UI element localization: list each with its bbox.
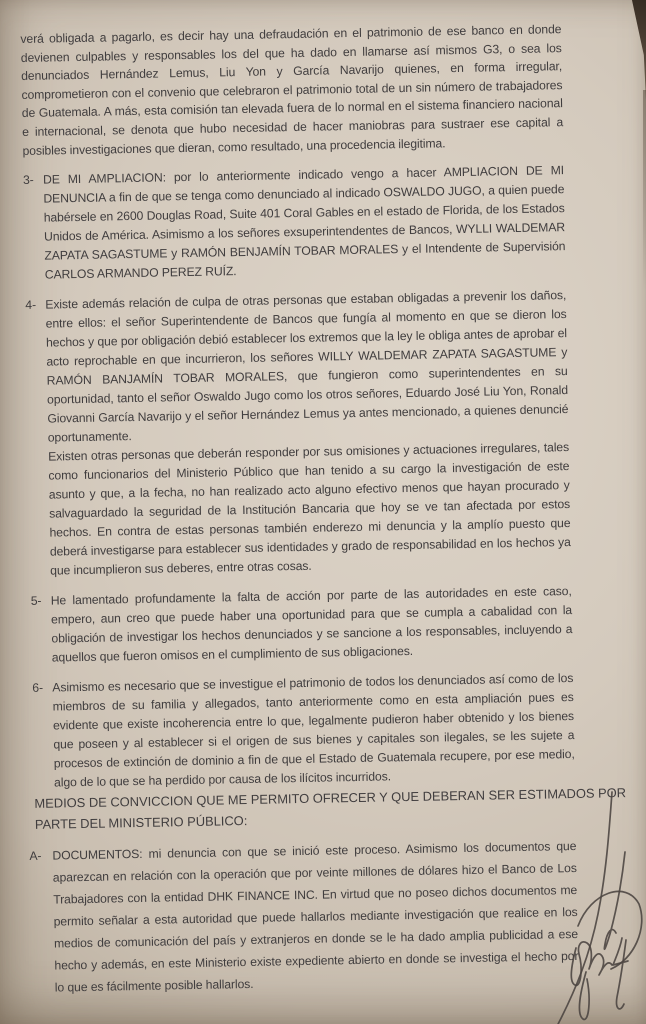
document-body bbox=[20, 0, 627, 999]
numbered-item-3 bbox=[23, 161, 566, 285]
item-paragraph: Asimismo es necesario que se investigue el patrimonio de todos los denunciados así como de los miembros de su familia y allegados, tanto anteriormente como en esta ampliación pues es evidente que existe incoherencia entre lo que, legalmente pudieron haber obtenido y los bienes que poseen y al establecer si el origen de sus bienes y capitales son ilegales, se les sujete a procesos de extinción de dominio a fin de que el Estado de Guatemala recupere, por ese medio, algo de lo que se ha perdido por causa de los ilícitos incurridos. bbox=[52, 671, 575, 790]
item-number: 6- bbox=[32, 680, 44, 696]
numbered-item-4 bbox=[25, 286, 571, 581]
numbered-item-6 bbox=[32, 669, 575, 793]
numbered-item-5 bbox=[31, 582, 573, 668]
item-letter: A- bbox=[29, 848, 42, 864]
paragraph-continuation: verá obligada a pagarlo, es decir hay una defraudación en el patrimonio de ese banco en donde devienen culpables y responsables los del que ha dado en llamarse así mismos G3, o sea los denunciados Hernández Lemus, Liu Yon y García Navarijo quienes, en forma irregular, comprometieron con el convenio que celebraron el patrimonio total de un sin número de trabajadores de Guatemala. A más, esta comisión tan elevada fuera de lo normal en el sistema financiero nacional e internacional, se denota que hubo necesidad de hacer maniobras para sustraer ese capital a posibles investigaciones que dieran, como resultado, una procedencia ilegitima. bbox=[20, 22, 564, 158]
item-paragraph: Existen otras personas que deberán responder por sus omisiones y actuaciones irregulares, tales como funcionarios del Ministerio Público que han tenido a su cargo la investigación de este asunto y que, a la fecha, no han realizado acto alguno efectivo menos que hayan procurado y salvaguardado la seguridad de la Institución Bancaria que hoy se ve tan afectada por estos hechos. En contra de estas personas también enderezo mi denuncia y la amplío puesto que deberá investigarse para establecer sus identidades y grado de responsabilidad en los hechos ya que incumplieron sus deberes, entre otras cosas. bbox=[48, 440, 571, 578]
item-number: 3- bbox=[22, 172, 34, 188]
item-number: 5- bbox=[30, 593, 42, 609]
lettered-item-a bbox=[29, 835, 579, 999]
item-paragraph: Existe además relación de culpa de otras personas que estaban obligadas a prevenir los daños, entre ellos: el señor Superintendente de Bancos que fungía al momento en que se dieron los hechos y que por obligación debió establecer los extremos que la ley le obliga antes de aprobar el acto reprochable en que incurrieron, los señores WILLY WALDEMAR ZAPATA SAGASTUME y RAMÓN BANJAMÍN TOBAR MORALES, que fungieron como superintendentes en su oportunidad, tanto el señor Oswaldo Jugo como los otros señores, Eduardo José Liu Yon, Ronald Giovanni García Navarijo y el señor Hernández Lemus ya antes mencionado, a quienes denuncié oportunamente. bbox=[45, 288, 569, 445]
item-number: 4- bbox=[25, 297, 37, 313]
item-paragraph: DE MI AMPLIACION: por lo anteriormente indicado vengo a hacer AMPLIACION DE MI DENUNCIA a fin de que se tenga como denunciado al indicado OSWALDO JUGO, a quien puede habérsele en 2600 Douglas Road, Suite 401 Coral Gables en el estado de Florida, de los Estados Unidos de América. Asimismo a los señores exsuperintendentes de Bancos, WYLLI WALDEMAR ZAPATA SAGASTUME y RAMÓN BENJAMÍN TOBAR MORALES y el Intendente de Supervisión CARLOS ARMANDO PEREZ RUÍZ. bbox=[42, 163, 566, 282]
item-paragraph: DOCUMENTOS: mi denuncia con que se inició este proceso. Asimismo los documentos que aparezcan en relación con la operación que por veinte millones de dólares hizo el Banco de Los Trabajadores con la entidad DHK FINANCE INC. En virtud que no poseo dichos documentos me permito señalar a esta autoridad que puede hallarlos mediante investigación que realice en los medios de comunicación del país y extranjeros en donde se le ha dado amplia publicidad a ese hecho y además, en este Ministerio existe expediente abierto en donde se investiga el hecho por lo que es fácilmente posible hallarlos. bbox=[52, 839, 579, 995]
section-heading: MEDIOS DE CONVICCION QUE ME PERMITO OFRECER Y QUE DEBERAN SER ESTIMADOS POR PARTE DEL MINISTERIO PÚBLICO: bbox=[34, 785, 627, 833]
photo-corner-shadow bbox=[628, 0, 646, 100]
item-paragraph: He lamentado profundamente la falta de acción por parte de las autoridades en este caso, empero, aun creo que puede haber una oportunidad para que se cumpla a cabalidad con la obligación de investigar los hechos denunciados y se sancione a los responsables, incluyendo a aquellos que fueron omisos en el cumplimiento de sus obligaciones. bbox=[50, 584, 573, 665]
